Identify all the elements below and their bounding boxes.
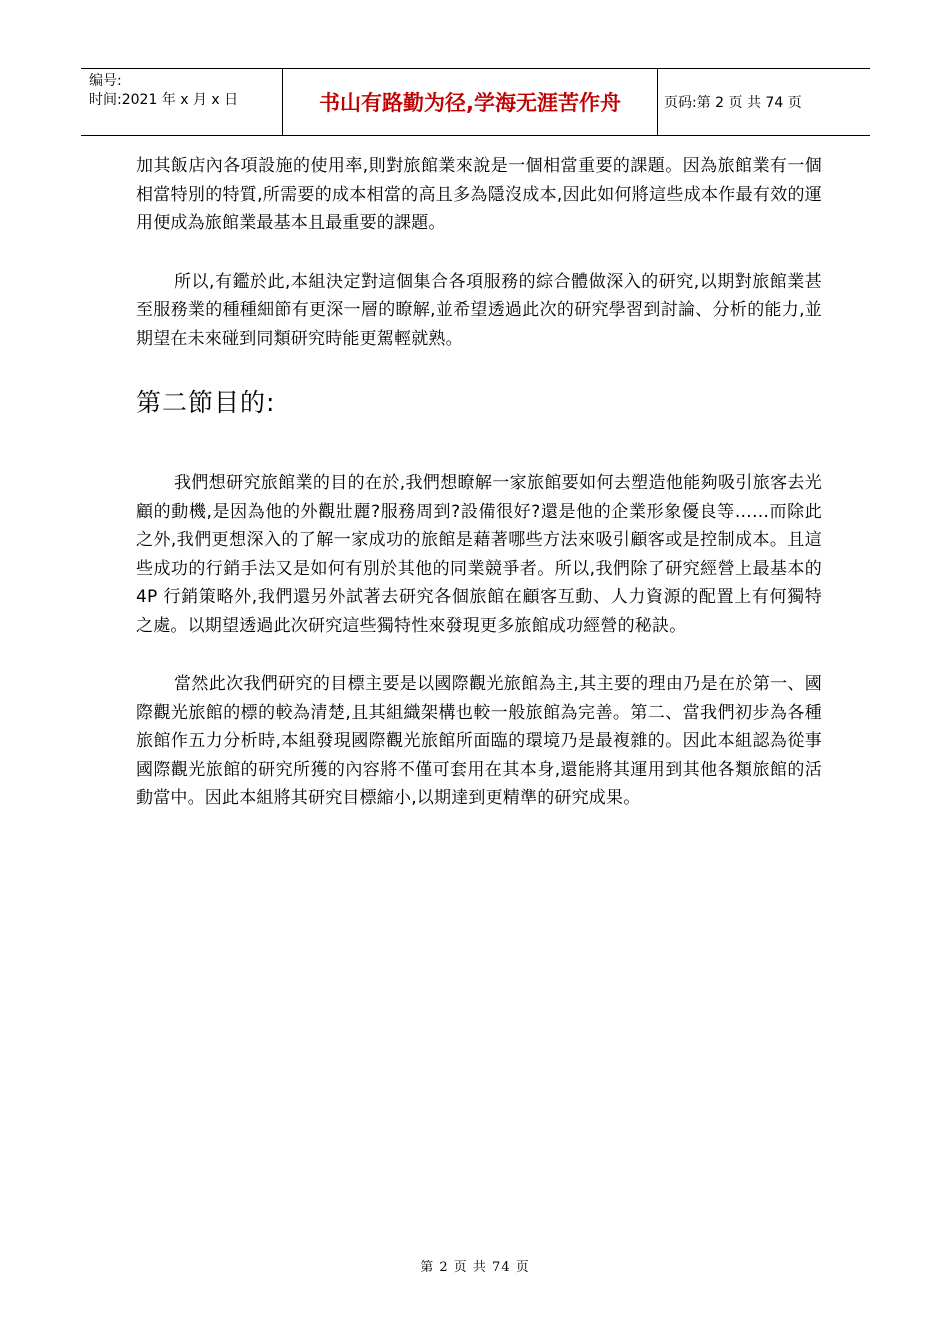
header-motto-cell xyxy=(283,69,658,135)
body-paragraph-2: 所以,有鑑於此,本組決定對這個集合各項服務的綜合體做深入的研究,以期對旅館業甚至服務業的種種細節有更深一層的瞭解,並希望透過此次的研究學習到討論、分析的能力,並期望在未來碰到同類研究時能更駕輕就熟。 xyxy=(136,271,822,349)
header-page-cell xyxy=(658,69,870,135)
header-motto: 书山有路勤为径,学海无涯苦作舟 xyxy=(319,91,621,115)
page-footer: 第 2 页 共 74 页 xyxy=(420,1260,530,1275)
header-meta-cell xyxy=(81,69,283,135)
header-page-info: 页码:第 2 页 共 74 页 xyxy=(664,95,802,111)
body-paragraph-1: 加其飯店內各項設施的使用率,則對旅館業來說是一個相當重要的課題。因為旅館業有一個相當特別的特質,所需要的成本相當的高且多為隱沒成本,因此如何將這些成本作最有效的運用便成為旅館業最基本且最重要的課題。 xyxy=(136,156,822,233)
document-number-label: 编号: xyxy=(89,73,122,89)
body-paragraph-4: 當然此次我們研究的目標主要是以國際觀光旅館為主,其主要的理由乃是在於第一、國際觀光旅館的標的較為清楚,且其組織架構也較一般旅館為完善。第二、當我們初步為各種旅館作五力分析時,本組發現國際觀光旅館所面臨的環境乃是最複雜的。因此本組認為從事國際觀光旅館的研究所獲的內容將不僅可套用在其本身,還能將其運用到其他各類旅館的活動當中。因此本組將其研究目標縮小,以期達到更精準的研究成果。 xyxy=(136,674,822,808)
document-body xyxy=(136,152,822,843)
body-paragraph-3: 我們想研究旅館業的目的在於,我們想瞭解一家旅館要如何去塑造他能夠吸引旅客去光顧的動機,是因為他的外觀壯麗?服務周到?設備很好?還是他的企業形象優良等……而除此之外,我們更想深入的了解一家成功的旅館是藉著哪些方法來吸引顧客或是控制成本。且這些成功的行銷手法又是如何有別於其他的同業競爭者。所以,我們除了研究經營上最基本的 4P 行銷策略外,我們還另外試著去研究各個旅館在顧客互動、人力資源的配置上有何獨特之處。以期望透過此次研究這些獨特性來發現更多旅館成功經營的秘訣。 xyxy=(136,473,822,636)
page-header xyxy=(81,68,870,136)
document-time-label: 时间:2021 年 x 月 x 日 xyxy=(89,92,239,108)
section-heading: 第二節目的: xyxy=(136,388,276,417)
